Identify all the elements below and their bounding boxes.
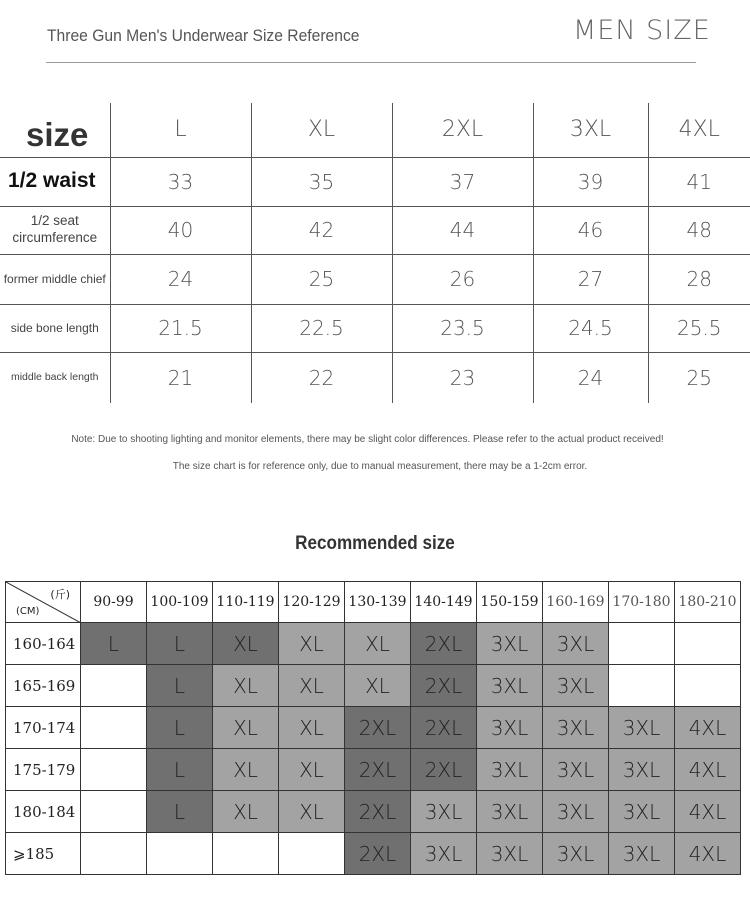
recommended-size-cell <box>675 623 741 665</box>
height-range-label: 175-179 <box>6 749 81 791</box>
size-value: 23.5 <box>392 304 533 352</box>
recommended-size-cell: 2XL <box>345 707 411 749</box>
size-value: 22.5 <box>251 304 392 352</box>
recommended-row <box>6 623 741 665</box>
size-row <box>0 304 750 352</box>
size-value: 46 <box>533 206 648 254</box>
recommended-header-row <box>6 582 741 623</box>
recommended-size-cell: 4XL <box>675 791 741 833</box>
note-color-difference: Note: Due to shooting lighting and monitor elements, there may be slight color differences. Please refer to the actual product received! <box>71 434 664 445</box>
recommended-size-cell: XL <box>279 707 345 749</box>
size-value: 48 <box>648 206 750 254</box>
size-value: 26 <box>392 254 533 304</box>
recommended-size-cell: L <box>147 749 213 791</box>
recommended-size-cell: 3XL <box>477 707 543 749</box>
recommended-size-cell: 3XL <box>543 749 609 791</box>
size-value: 28 <box>648 254 750 304</box>
recommended-size-cell: XL <box>213 707 279 749</box>
size-col-header: 3XL <box>533 103 648 157</box>
recommended-size-cell: 2XL <box>411 707 477 749</box>
recommended-size-cell: L <box>147 665 213 707</box>
recommended-size-cell: XL <box>213 749 279 791</box>
recommended-size-cell: 2XL <box>345 791 411 833</box>
weight-range-header: 140-149 <box>411 582 477 623</box>
size-value: 21 <box>110 352 251 403</box>
recommended-size-cell: L <box>147 707 213 749</box>
size-value: 25 <box>686 365 712 390</box>
recommended-row <box>6 749 741 791</box>
size-value: 24.5 <box>533 304 648 352</box>
recommended-size-table <box>5 581 741 875</box>
recommended-size-cell: 3XL <box>543 665 609 707</box>
size-row <box>0 206 750 254</box>
size-corner-label: size <box>0 103 110 157</box>
recommended-size-cell: 2XL <box>345 833 411 875</box>
recommended-size-cell: XL <box>279 623 345 665</box>
recommended-size-cell: 3XL <box>477 749 543 791</box>
recommended-row <box>6 833 741 875</box>
recommended-row <box>6 707 741 749</box>
recommended-size-cell <box>81 791 147 833</box>
recommended-size-cell: 2XL <box>411 749 477 791</box>
row-label: 1/2 waist <box>0 157 110 206</box>
recommended-size-cell: 3XL <box>477 623 543 665</box>
row-label: 1/2 seat circumference <box>0 206 110 254</box>
weight-range-header: 150-159 <box>477 582 543 623</box>
header-divider <box>46 62 696 63</box>
size-col-header: L <box>110 103 251 157</box>
recommended-size-cell: 3XL <box>411 791 477 833</box>
size-col-header: XL <box>251 103 392 157</box>
recommended-size-cell: 2XL <box>345 749 411 791</box>
size-value: 39 <box>533 157 648 206</box>
recommended-size-cell <box>81 749 147 791</box>
recommended-size-cell <box>81 833 147 875</box>
recommended-size-cell <box>81 707 147 749</box>
size-value: 33 <box>110 157 251 206</box>
note-measurement-error: The size chart is for reference only, due to manual measurement, there may be a 1-2cm error. <box>172 461 588 472</box>
row-label: side bone length <box>0 304 110 352</box>
recommended-size-cell: XL <box>279 749 345 791</box>
recommended-size-cell: 4XL <box>675 707 741 749</box>
size-value: 24 <box>110 254 251 304</box>
size-value: 27 <box>533 254 648 304</box>
recommended-size-cell: 3XL <box>609 749 675 791</box>
size-row <box>0 254 750 304</box>
recommended-size-cell <box>279 833 345 875</box>
row-label: middle back length <box>0 352 110 403</box>
recommended-size-cell: 2XL <box>411 665 477 707</box>
size-value: 24 <box>533 352 648 403</box>
recommended-row <box>6 791 741 833</box>
recommended-size-cell: 2XL <box>411 623 477 665</box>
weight-range-header: 160-169 <box>543 582 609 623</box>
recommended-size-cell: 3XL <box>543 707 609 749</box>
weight-range-header: 100-109 <box>147 582 213 623</box>
recommended-size-cell <box>147 833 213 875</box>
recommended-size-cell: 3XL <box>543 791 609 833</box>
recommended-title: Recommended size <box>295 533 455 554</box>
recommended-size-cell: L <box>147 791 213 833</box>
recommended-size-cell: XL <box>279 791 345 833</box>
recommended-size-cell: XL <box>213 791 279 833</box>
height-range-label: 165-169 <box>6 665 81 707</box>
recommended-size-cell: 4XL <box>675 749 741 791</box>
recommended-size-cell <box>213 833 279 875</box>
weight-range-header: 90-99 <box>81 582 147 623</box>
weight-range-header: 130-139 <box>345 582 411 623</box>
size-col-header: 4XL <box>648 103 750 157</box>
recommended-size-cell: 3XL <box>543 833 609 875</box>
size-value: 25.5 <box>648 304 750 352</box>
size-value: 40 <box>110 206 251 254</box>
recommended-size-cell: XL <box>345 665 411 707</box>
recommended-size-cell <box>609 665 675 707</box>
size-value: 25 <box>251 254 392 304</box>
recommended-size-cell <box>81 665 147 707</box>
height-range-label: ⩾185 <box>6 833 81 875</box>
weight-range-header: 170-180 <box>609 582 675 623</box>
size-value: 23 <box>392 352 533 403</box>
recommended-size-cell: L <box>147 623 213 665</box>
recommended-size-cell: 3XL <box>609 833 675 875</box>
weight-range-header: 110-119 <box>213 582 279 623</box>
recommended-size-cell: 3XL <box>609 707 675 749</box>
recommended-size-cell: 3XL <box>609 791 675 833</box>
recommended-size-cell: L <box>81 623 147 665</box>
recommended-row <box>6 665 741 707</box>
recommended-size-cell: 3XL <box>477 791 543 833</box>
chart-title: Three Gun Men's Underwear Size Reference <box>47 26 360 45</box>
size-value: 22 <box>251 352 392 403</box>
height-range-label: 160-164 <box>6 623 81 665</box>
weight-range-header: 120-129 <box>279 582 345 623</box>
height-range-label: 180-184 <box>6 791 81 833</box>
size-value: 35 <box>251 157 392 206</box>
size-value: 37 <box>392 157 533 206</box>
recommended-size-cell: 3XL <box>543 623 609 665</box>
row-label: former middle chief <box>0 254 110 304</box>
size-col-header: 2XL <box>392 103 533 157</box>
recommended-size-cell <box>675 665 741 707</box>
size-table <box>0 103 750 403</box>
recommended-size-cell: 3XL <box>411 833 477 875</box>
recommended-size-cell: XL <box>213 623 279 665</box>
height-range-label: 170-174 <box>6 707 81 749</box>
weight-unit-label: (斤) <box>50 588 70 601</box>
size-header-row <box>0 103 750 157</box>
recommended-size-cell: 3XL <box>477 665 543 707</box>
height-unit-label: (CM) <box>16 606 40 617</box>
recommended-size-cell: XL <box>213 665 279 707</box>
recommended-size-cell: XL <box>345 623 411 665</box>
size-value: 44 <box>392 206 533 254</box>
recommended-size-cell <box>609 623 675 665</box>
size-value: 42 <box>251 206 392 254</box>
size-row <box>0 352 750 403</box>
recommended-corner-cell <box>6 582 81 623</box>
size-value: 41 <box>648 157 750 206</box>
brand-heading: MEN SIZE <box>573 15 711 46</box>
weight-range-header: 180-210 <box>675 582 741 623</box>
size-row <box>0 157 750 206</box>
recommended-size-cell: XL <box>279 665 345 707</box>
size-value: 21.5 <box>110 304 251 352</box>
recommended-size-cell: 4XL <box>675 833 741 875</box>
recommended-size-cell: 3XL <box>477 833 543 875</box>
